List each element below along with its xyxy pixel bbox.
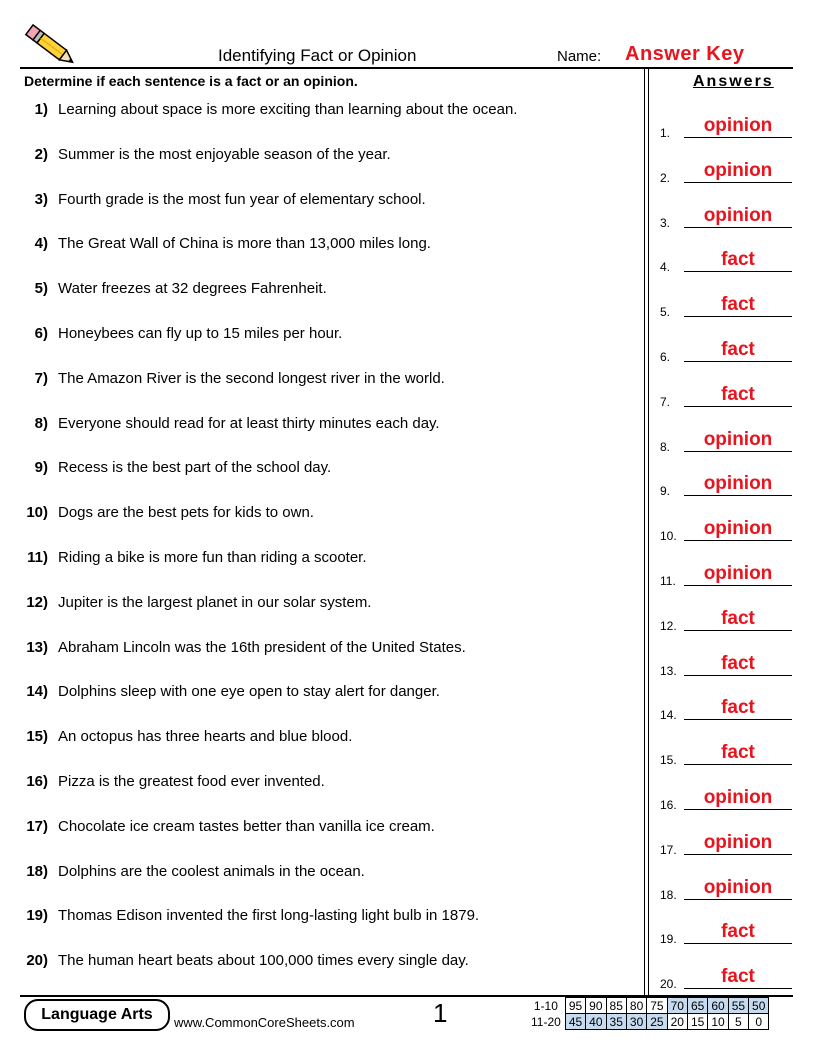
answer-value: fact bbox=[721, 966, 755, 988]
score-cell: 20 bbox=[667, 1014, 687, 1030]
question-number: 5) bbox=[34, 280, 48, 298]
question-text: Chocolate ice cream tastes better than vanilla ice cream. bbox=[58, 817, 435, 835]
score-cell: 15 bbox=[687, 1014, 707, 1030]
question-item bbox=[0, 101, 640, 121]
answer-value: opinion bbox=[703, 831, 773, 853]
answer-number: 5. bbox=[660, 305, 671, 320]
question-item bbox=[0, 773, 640, 793]
answer-item bbox=[658, 648, 794, 678]
score-table bbox=[528, 997, 769, 1030]
score-cell: 65 bbox=[687, 998, 707, 1014]
score-cell: 85 bbox=[606, 998, 626, 1014]
score-cell: 45 bbox=[565, 1014, 585, 1030]
score-cell: 40 bbox=[586, 1014, 606, 1030]
question-item bbox=[0, 415, 640, 435]
question-number: 11) bbox=[27, 549, 48, 566]
answer-blank-line bbox=[684, 630, 792, 631]
question-number: 14) bbox=[26, 683, 48, 701]
answer-value: fact bbox=[721, 921, 755, 943]
question-text: Recess is the best part of the school day. bbox=[58, 459, 332, 477]
score-cell: 5 bbox=[728, 1014, 748, 1030]
answer-blank-line bbox=[684, 316, 792, 317]
question-text: The Great Wall of China is more than 13,000 miles long. bbox=[58, 235, 431, 253]
answer-item bbox=[658, 961, 794, 991]
score-range-label: 1-10 bbox=[533, 998, 558, 1013]
answer-item bbox=[658, 334, 794, 364]
score-cell: 30 bbox=[626, 1014, 646, 1030]
score-row bbox=[528, 1014, 769, 1030]
answer-number: 4. bbox=[660, 260, 671, 275]
answer-value: fact bbox=[721, 249, 755, 271]
answer-blank-line bbox=[684, 137, 792, 138]
question-text: Learning about space is more exciting than learning about the ocean. bbox=[58, 101, 518, 118]
answer-item bbox=[658, 468, 794, 498]
answer-blank-line bbox=[684, 943, 792, 944]
question-text: Thomas Edison invented the first long-lasting light bulb in 1879. bbox=[58, 907, 480, 925]
score-cell: 50 bbox=[749, 998, 769, 1014]
answer-item bbox=[658, 872, 794, 902]
answer-value: fact bbox=[721, 742, 755, 764]
question-item bbox=[0, 818, 640, 838]
question-item bbox=[0, 459, 640, 479]
answer-value: opinion bbox=[703, 473, 773, 495]
answer-blank-line bbox=[684, 675, 792, 676]
answer-item bbox=[658, 513, 794, 543]
question-item bbox=[0, 728, 640, 748]
answer-blank-line bbox=[684, 899, 792, 900]
page-title: Identifying Fact or Opinion bbox=[218, 46, 417, 65]
answer-item bbox=[658, 200, 794, 230]
answer-value: opinion bbox=[703, 518, 773, 540]
answer-blank-line bbox=[684, 854, 792, 855]
answer-item bbox=[658, 782, 794, 812]
question-text: The Amazon River is the second longest river in the world. bbox=[58, 369, 445, 387]
question-number: 6) bbox=[34, 325, 48, 342]
page-number: 1 bbox=[433, 998, 448, 1028]
question-text: The human heart beats about 100,000 times every single day. bbox=[58, 952, 469, 970]
answer-value: opinion bbox=[703, 159, 773, 181]
answer-number: 11. bbox=[660, 574, 676, 588]
answer-value: fact bbox=[721, 383, 755, 405]
score-cell: 95 bbox=[565, 998, 585, 1014]
answer-number: 18. bbox=[660, 887, 677, 902]
question-number: 9) bbox=[34, 459, 48, 477]
answer-number: 9. bbox=[660, 484, 671, 499]
question-item bbox=[0, 504, 640, 524]
answer-blank-line bbox=[684, 764, 792, 765]
instructions: Determine if each sentence is a fact or an opinion. bbox=[24, 73, 358, 89]
question-item bbox=[0, 639, 640, 659]
score-range-label: 11-20 bbox=[531, 1014, 561, 1029]
question-item bbox=[0, 280, 640, 300]
answer-item bbox=[658, 692, 794, 722]
score-cell: 0 bbox=[749, 1014, 769, 1030]
answer-value: fact bbox=[721, 339, 755, 360]
question-text: Dolphins are the coolest animals in the ocean. bbox=[58, 862, 365, 880]
name-label: Name: bbox=[557, 48, 602, 65]
question-item bbox=[0, 549, 640, 569]
score-cell: 55 bbox=[728, 998, 748, 1014]
question-text: Abraham Lincoln was the 16th president of the United States. bbox=[58, 638, 466, 656]
answer-number: 10. bbox=[660, 529, 677, 544]
answer-blank-line bbox=[684, 585, 792, 586]
answer-item bbox=[658, 424, 794, 454]
answer-blank-line bbox=[684, 227, 792, 228]
question-text: Riding a bike is more fun than riding a scooter. bbox=[58, 549, 367, 566]
answer-value: fact bbox=[721, 697, 755, 719]
answer-key-label: Answer Key bbox=[625, 43, 745, 65]
answer-item bbox=[658, 558, 794, 588]
answer-value: fact bbox=[721, 652, 755, 674]
question-number: 13) bbox=[26, 638, 48, 656]
question-item bbox=[0, 370, 640, 390]
answer-value: fact bbox=[721, 294, 755, 316]
answer-value: opinion bbox=[703, 428, 773, 450]
question-text: An octopus has three hearts and blue blood. bbox=[58, 728, 353, 746]
question-text: Water freezes at 32 degrees Fahrenheit. bbox=[58, 280, 327, 298]
question-number: 1) bbox=[34, 101, 48, 118]
score-cell: 75 bbox=[647, 998, 667, 1014]
answer-item bbox=[658, 916, 794, 946]
answer-number: 7. bbox=[660, 394, 671, 409]
answer-number: 17. bbox=[660, 842, 677, 857]
score-cell: 90 bbox=[586, 998, 606, 1014]
answer-number: 16. bbox=[660, 798, 677, 812]
question-item bbox=[0, 907, 640, 927]
answer-blank-line bbox=[684, 988, 792, 989]
question-item bbox=[0, 146, 640, 166]
question-text: Everyone should read for at least thirty minutes each day. bbox=[58, 414, 440, 432]
answer-number: 14. bbox=[660, 708, 677, 723]
question-text: Jupiter is the largest planet in our solar system. bbox=[58, 593, 372, 611]
score-row bbox=[528, 998, 769, 1014]
answer-blank-line bbox=[684, 406, 792, 407]
answer-item bbox=[658, 379, 794, 409]
answer-number: 3. bbox=[660, 215, 671, 230]
score-cell: 60 bbox=[708, 998, 728, 1014]
answer-blank-line bbox=[684, 809, 792, 810]
question-number: 20) bbox=[26, 952, 48, 970]
answers-heading: Answers bbox=[693, 73, 774, 90]
answer-value: fact bbox=[721, 607, 755, 629]
question-number: 16) bbox=[26, 773, 48, 790]
answer-number: 19. bbox=[660, 932, 677, 947]
answer-blank-line bbox=[684, 495, 792, 496]
score-cell: 10 bbox=[708, 1014, 728, 1030]
question-number: 4) bbox=[34, 235, 48, 253]
score-cell: 80 bbox=[626, 998, 646, 1014]
answer-number: 12. bbox=[660, 618, 677, 633]
question-item bbox=[0, 191, 640, 211]
answer-item bbox=[658, 289, 794, 319]
answer-number: 20. bbox=[660, 977, 677, 992]
score-cell: 35 bbox=[606, 1014, 626, 1030]
answer-number: 8. bbox=[660, 439, 671, 454]
question-number: 8) bbox=[34, 414, 48, 432]
question-number: 19) bbox=[26, 907, 48, 925]
question-item bbox=[0, 235, 640, 255]
answer-value: opinion bbox=[703, 204, 773, 226]
header-divider bbox=[20, 67, 793, 69]
question-item bbox=[0, 325, 640, 345]
question-number: 18) bbox=[26, 862, 48, 880]
answer-number: 2. bbox=[660, 170, 671, 185]
column-divider bbox=[644, 69, 649, 995]
question-number: 7) bbox=[34, 369, 48, 387]
answer-number: 15. bbox=[660, 753, 677, 768]
answer-value: opinion bbox=[703, 876, 773, 898]
subject-badge: Language Arts bbox=[24, 999, 170, 1031]
answer-number: 6. bbox=[660, 350, 671, 364]
score-cell: 25 bbox=[647, 1014, 667, 1030]
question-item bbox=[0, 683, 640, 703]
question-number: 17) bbox=[26, 817, 48, 835]
answer-item bbox=[658, 737, 794, 767]
question-text: Honeybees can fly up to 15 miles per hour. bbox=[58, 325, 343, 342]
question-text: Dolphins sleep with one eye open to stay alert for danger. bbox=[58, 683, 440, 701]
answer-value: opinion bbox=[703, 787, 773, 808]
question-text: Dogs are the best pets for kids to own. bbox=[58, 504, 314, 522]
answer-number: 13. bbox=[660, 663, 677, 678]
question-number: 3) bbox=[34, 190, 48, 208]
answer-blank-line bbox=[684, 451, 792, 452]
question-text: Pizza is the greatest food ever invented. bbox=[58, 773, 325, 790]
question-number: 10) bbox=[26, 504, 48, 522]
answer-number: 1. bbox=[660, 126, 671, 140]
answer-blank-line bbox=[684, 719, 792, 720]
answer-item bbox=[658, 155, 794, 185]
question-number: 2) bbox=[34, 145, 48, 163]
question-item bbox=[0, 863, 640, 883]
pencil-icon bbox=[20, 22, 82, 70]
question-item bbox=[0, 594, 640, 614]
website-link[interactable]: www.CommonCoreSheets.com bbox=[174, 1015, 355, 1030]
question-text: Fourth grade is the most fun year of elementary school. bbox=[58, 190, 426, 208]
question-text: Summer is the most enjoyable season of the year. bbox=[58, 145, 391, 163]
answer-blank-line bbox=[684, 271, 792, 272]
score-cell: 70 bbox=[667, 998, 687, 1014]
answer-value: opinion bbox=[703, 563, 773, 584]
answer-item bbox=[658, 110, 794, 140]
question-number: 12) bbox=[26, 593, 48, 611]
question-item bbox=[0, 952, 640, 972]
answer-value: opinion bbox=[703, 115, 773, 136]
question-number: 15) bbox=[26, 728, 48, 746]
answer-item bbox=[658, 603, 794, 633]
answer-item bbox=[658, 827, 794, 857]
answer-blank-line bbox=[684, 540, 792, 541]
answer-blank-line bbox=[684, 361, 792, 362]
answer-item bbox=[658, 244, 794, 274]
answer-blank-line bbox=[684, 182, 792, 183]
